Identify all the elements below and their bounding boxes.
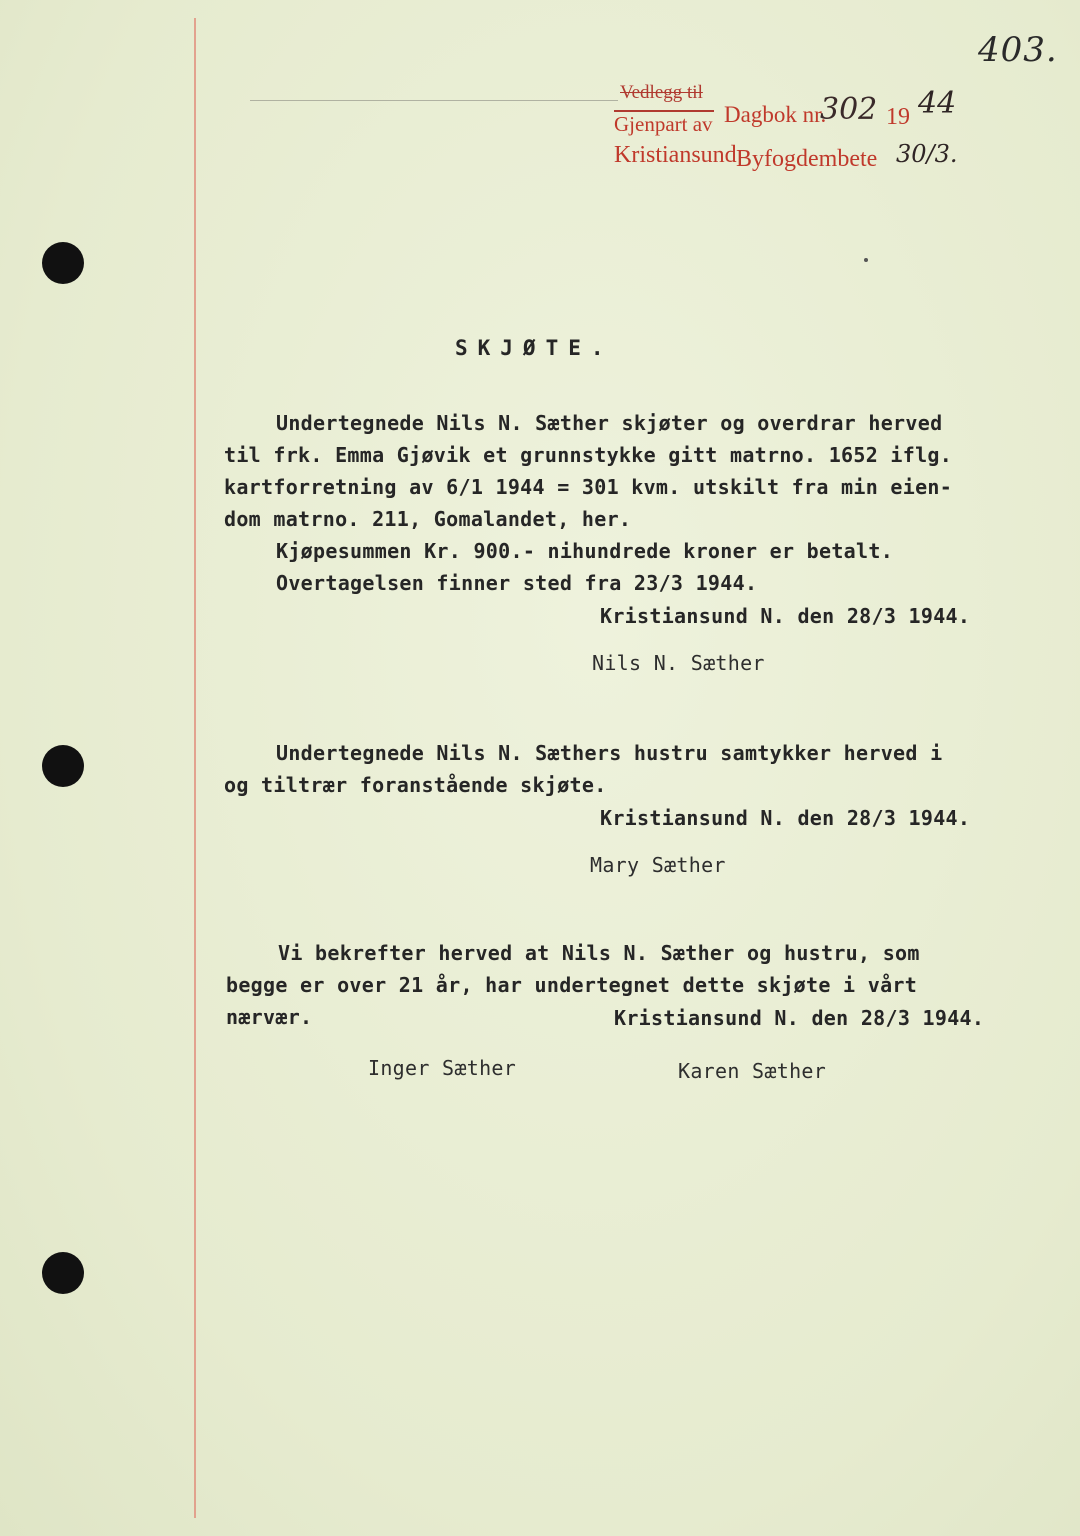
para5-line-3: nærvær. [226,1005,313,1029]
stamp-dagbok-number: 302 [820,92,878,127]
punch-hole-top [42,242,84,284]
para5-line-1: Vi bekrefter herved at Nils N. Sæther og hustru, som [278,941,920,965]
para1-line-3: kartforretning av 6/1 1944 = 301 kvm. utskilt fra min eien- [224,475,953,499]
punch-hole-middle [42,745,84,787]
header-rule [250,100,618,101]
stamp-office-city: Kristiansund [614,142,737,168]
witness-1: Inger Sæther [368,1056,517,1080]
signature-1: Nils N. Sæther [592,651,765,675]
para1-line-4: dom matrno. 211, Gomalandet, her. [224,507,632,531]
stamp-year-printed: 19 [886,104,910,130]
stamp-office-name: Byfogdembete [736,146,878,172]
ink-dot [864,258,868,262]
stamp-date: 30/3. [896,140,958,168]
stamp-copy-label: Gjenpart av [614,112,713,136]
para3-line: Overtagelsen finner sted fra 23/3 1944. [276,571,758,595]
para4-line-2: og tiltrær foranstående skjøte. [224,773,607,797]
stamp-struck-text: Vedlegg til [620,82,703,103]
para5-line-2: begge er over 21 år, har undertegnet dette skjøte i vårt [226,973,918,997]
margin-line [194,18,196,1518]
stamp-year-handwritten: 44 [918,86,957,121]
para1-line-1: Undertegnede Nils N. Sæther skjøter og overdrar herved [276,411,943,435]
stamp-dagbok-label: Dagbok nr. [724,102,827,127]
place-date-3: Kristiansund N. den 28/3 1944. [614,1006,985,1030]
place-date-2: Kristiansund N. den 28/3 1944. [600,806,971,830]
para2-line: Kjøpesummen Kr. 900.- nihundrede kroner er betalt. [276,539,894,563]
document-title: SKJØTE. [455,336,614,360]
punch-hole-bottom [42,1252,84,1294]
page-number: 403. [978,30,1058,70]
para1-line-2: til frk. Emma Gjøvik et grunnstykke gitt matrno. 1652 iflg. [224,443,953,467]
place-date-1: Kristiansund N. den 28/3 1944. [600,604,971,628]
witness-2: Karen Sæther [678,1059,827,1083]
signature-2: Mary Sæther [590,853,726,877]
para4-line-1: Undertegnede Nils N. Sæthers hustru samtykker herved i [276,741,943,765]
